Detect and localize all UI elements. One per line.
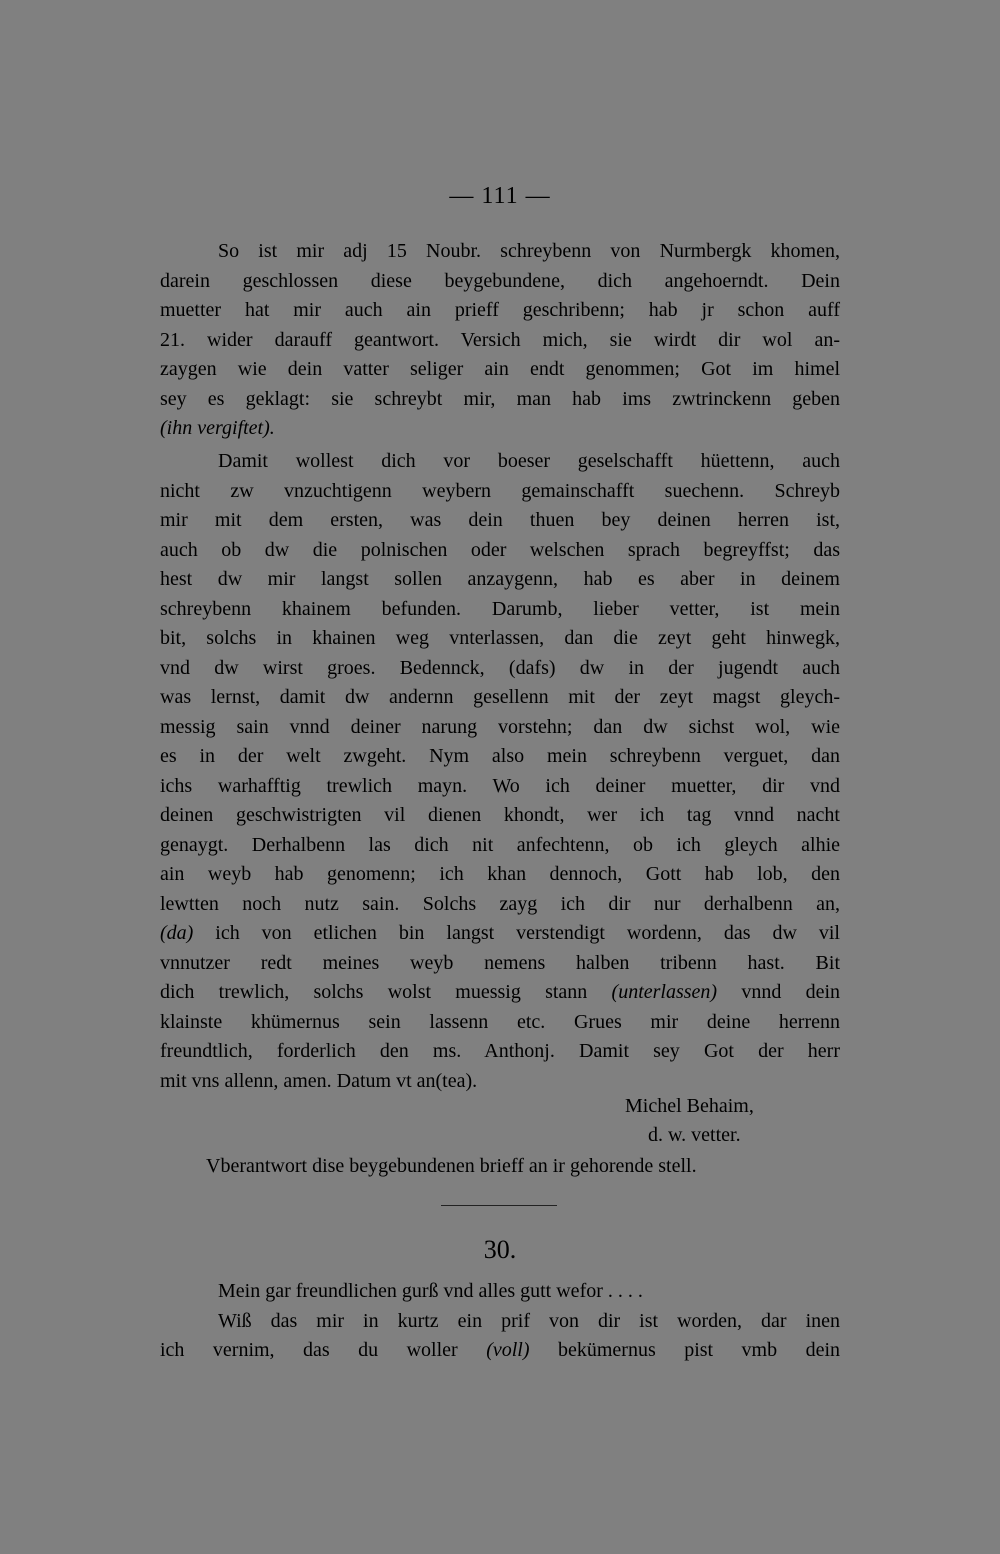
text-fragment: ich von etlichen bin langst verstendigt wordenn, das dw vil [193,922,840,944]
text-line: messig sain vnnd deiner narung vorstehn; dan dw sichst wol, wie [160,715,840,738]
text-line: es in der welt zwgeht. Nym also mein schreybenn verguet, dan [160,745,840,767]
signature-name: Michel Behaim, [625,1095,754,1117]
text-fragment: ich vernim, das du woller [160,1339,487,1361]
text-line: deinen geschwistrigten vil dienen khondt, wer ich tag vnnd nacht [160,804,840,826]
text-line: auch ob dw die polnischen oder welschen sprach begreyffst; das [160,538,840,561]
text-line: 21. wider darauff geantwort. Versich mich, sie wirdt dir wol an- [160,328,840,351]
text-line: freundtlich, forderlich den ms. Anthonj. Damit sey Got der herr [160,1040,840,1062]
text-line: nicht zw vnzuchtigenn weybern gemainschafft suechenn. Schreyb [160,479,840,502]
text-line: hest dw mir langst sollen anzaygenn, hab es aber in deinem [160,568,840,590]
text-line: mir mit dem ersten, was dein thuen bey deinen herren ist, [160,509,840,531]
page-number: — 111 — [449,183,551,209]
editorial-note: (da) [160,922,194,944]
text-line: klainste khümernus sein lassenn etc. Grues mir deine herrenn [160,1010,840,1033]
text-line: ain weyb hab genomenn; ich khan dennoch, Gott hab lob, den [160,863,840,885]
text-line: vnd dw wirst groes. Bedennck, (dafs) dw in der jugendt auch [160,656,840,679]
text-line: genaygt. Derhalbenn las dich nit anfechtenn, ob ich gleych alhie [160,833,840,856]
paragraph-1 [160,237,840,444]
text-line: Damit wollest dich vor boeser geselschafft hüettenn, auch [218,450,840,472]
editorial-note: (ihn vergiftet). [160,417,275,439]
text-fragment: dich trewlich, solchs wolst muessig stann [160,981,612,1003]
text-line: muetter hat mir auch ain prieff geschribenn; hab jr schon auff [160,299,840,321]
text-line: Mein gar freundlichen gurß vnd alles gutt wefor . . . . [218,1280,643,1302]
text-line: vnnutzer redt meines weyb nemens halben tribenn hast. Bit [160,951,840,974]
text-fragment: bekümernus pist vmb dein [529,1339,841,1361]
editorial-note: (unterlassen) [611,981,718,1003]
text-line: ichs warhafftig trewlich mayn. Wo ich deiner muetter, dir vnd [160,774,840,797]
text-line: So ist mir adj 15 Noubr. schreybenn von Nurmbergk khomen, [218,240,840,262]
text-line: was lernst, damit dw andernn gesellenn mit der zeyt magst gleych- [160,686,840,708]
text-line [160,978,840,1008]
section-divider [441,1205,557,1206]
delivery-note: Vberantwort dise beygebundenen brieff an ir gehorende stell. [206,1155,697,1177]
text-line [160,919,840,949]
text-line: schreybenn khainem befunden. Darumb, lieber vetter, ist mein [160,597,840,620]
letter-number: 30. [483,1235,517,1264]
text-line: zaygen wie dein vatter seliger ain endt genommen; Got im himel [160,358,840,380]
paragraph-3 [160,1277,840,1366]
text-line: lewtten noch nutz sain. Solchs zayg ich dir nur derhalbenn an, [160,892,840,915]
text-line: mit vns allenn, amen. Datum vt an(tea). [160,1069,478,1092]
text-line: bit, solchs in khainen weg vnterlassen, dan die zeyt geht hinwegk, [160,627,840,649]
text-line: Wiß das mir in kurtz ein prif von dir ist worden, dar inen [218,1309,840,1332]
paragraph-2 [160,447,840,1096]
signature-role: d. w. vetter. [648,1124,741,1146]
text-line: sey es geklagt: sie schreybt mir, man hab ims zwtrinckenn geben [160,387,840,410]
text-fragment: vnnd dein [717,981,840,1003]
editorial-note: (voll) [486,1339,530,1361]
text-line: darein geschlossen diese beygebundene, dich angehoerndt. Dein [160,269,840,292]
text-line [160,1336,840,1366]
